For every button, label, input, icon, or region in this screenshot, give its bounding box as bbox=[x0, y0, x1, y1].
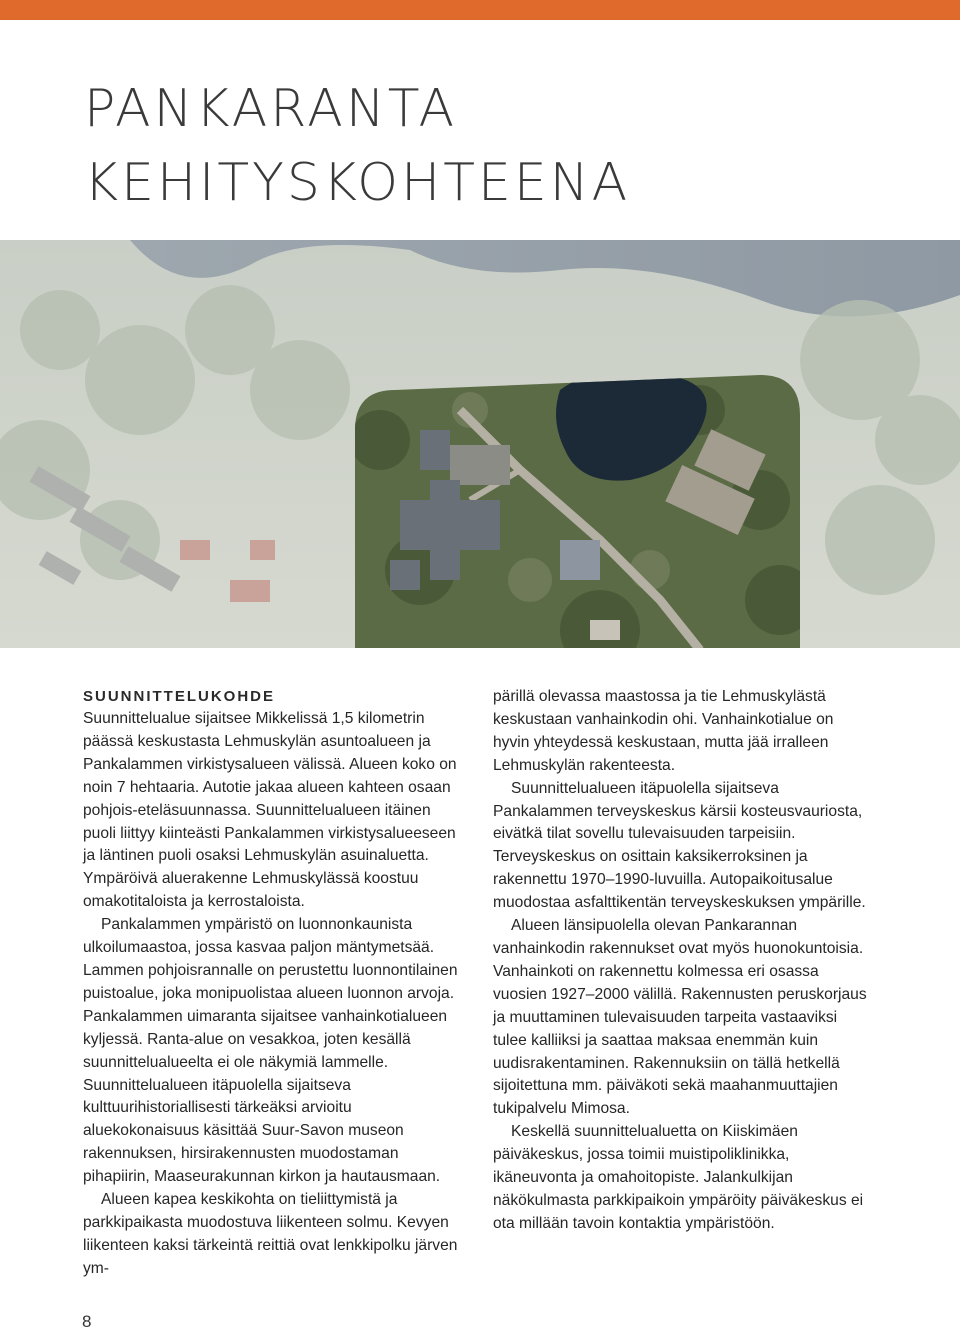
right-paragraph-2: Suunnittelualueen itäpuolella sijaitseva Pankalammen terveyskeskus kärsii kosteusvauriosta, eivätkä tilat sovellu tulevaisuuden tarpeisiin. Terveyskeskus on osittain kaksikerroksinen ja rakennettu 1970–1990-luvuilla. Autopaikoitusalue muodostaa asfalttikentän terveyskeskuksen ympärille. bbox=[493, 779, 866, 912]
right-paragraph-3: Alueen länsipuolella olevan Pankarannan vanhainkodin rakennukset ovat myös huonokuntoisia. Vanhainkoti on rakennettu kolmessa eri osassa vuosien 1927–2000 välillä. Rakennusten peruskorjaus ja muuttaminen tulevaisuuden tarpeita vastaaviksi tulee kalliiksi ja saattaa maksaa enemmän kuin uudisrakentaminen. Rakennuksiin on tällä hetkellä sijoitettuna mm. päiväkoti sekä maahanmuuttajien tukipalvelu Mimosa. bbox=[493, 917, 867, 1118]
page-title-line-2: KEHITYSKOHTEENA bbox=[84, 153, 631, 213]
aerial-photo bbox=[0, 240, 960, 648]
right-paragraph-1: pärillä olevassa maastossa ja tie Lehmuskylästä keskustaan vanhainkodin ohi. Vanhainkotialue on hyvin yhteydessä keskustaan, mutta jää irralleen Lehmuskylän rakenteesta. bbox=[493, 688, 834, 774]
left-paragraph-2: Pankalammen ympäristö on luonnonkaunista ulkoilumaastoa, jossa kasvaa paljon mäntymetsää. Lammen pohjoisrannalle on perustettu luonnontilainen puistoalue, joka monipuolistaa alueen luonnon arvoja. Pankalammen uimaranta sijaitsee vanhainkotialueen kyljessä. Ranta-alue on vesakkoa, joten kesällä suunnittelualueelta ei ole näkymiä lammelle. Suunnittelualueen itäpuolella sijaitseva kulttuurihistoriallisesti tärkeäksi arvioitu aluekokonaisuus käsittää Suur-Savon museon rakennuksen, hirsirakennusten muodostaman pihapiirin, Maaseurakunnan kirkon ja hautausmaan. bbox=[83, 916, 458, 1186]
page-title-line-1: PANKARANTA bbox=[84, 79, 458, 139]
left-paragraph-3: Alueen kapea keskikohta on tieliittymistä ja parkkipaikasta muodostuva liikenteen solmu. Kevyen liikenteen kaksi tärkeintä reittiä ovat lenkkipolku järven ym- bbox=[83, 1191, 458, 1277]
right-column bbox=[493, 686, 873, 1236]
page-title bbox=[84, 72, 630, 220]
left-column bbox=[83, 686, 463, 1281]
page-number: 8 bbox=[82, 1312, 92, 1331]
right-paragraph-4: Keskellä suunnittelualuetta on Kiiskimäen päiväkeskus, jossa toimii muistipoliklinikka, ikäneuvonta ja omahoitopiste. Jalankulkijan näkökulmasta parkkipaikoin ympäröity päiväkeskus ei ota millään tavoin kontaktia ympäristöön. bbox=[493, 1123, 864, 1232]
section-heading: SUUNNITTELUKOHDE bbox=[83, 688, 275, 705]
aerial-photo-icon bbox=[0, 240, 960, 648]
top-accent-bar bbox=[0, 0, 960, 20]
left-paragraph-1: Suunnittelualue sijaitsee Mikkelissä 1,5 kilometrin päässä keskustasta Lehmuskylän asuntoalueen ja Pankalammen virkistysalueen välissä. Alueen koko on noin 7 hehtaaria. Autotie jakaa alueen kahteen osaan pohjois-eteläsuunnassa. Suunnittelualueen itäinen puoli liittyy kiinteästi Pankalammen virkistysalueeseen ja läntinen puoli osaksi Lehmuskylän asuinaluetta. Ympäröivä aluerakenne Lehmuskylässä koostuu omakotitaloista ja kerrostaloista. bbox=[83, 710, 457, 911]
